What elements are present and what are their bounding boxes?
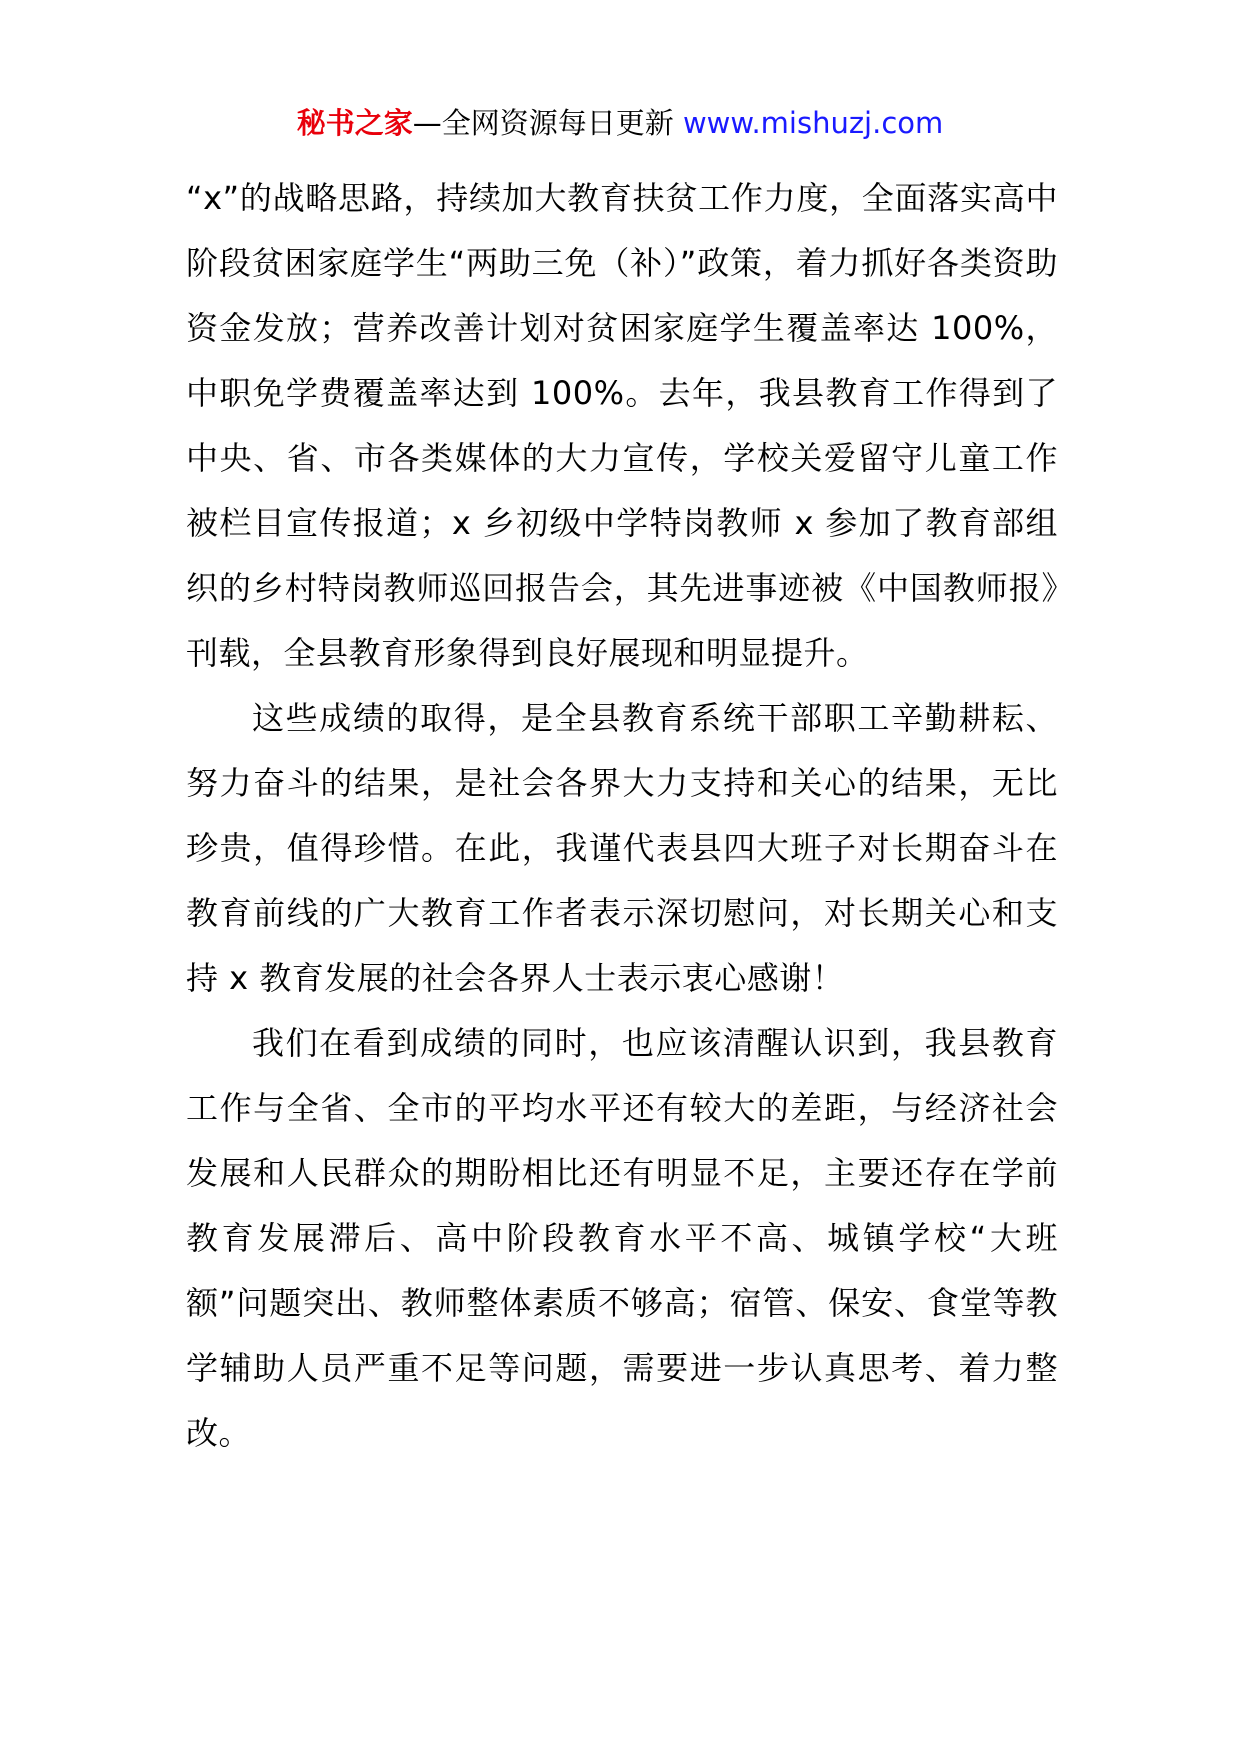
paragraph-achievements: 这些成绩的取得，是全县教育系统干部职工辛勤耕耘、努力奋斗的结果，是社会各界大力支持和关心的结果，无比珍贵，值得珍惜。在此，我谨代表县四大班子对长期奋斗在教育前线的广大教育工作者表示深切慰问，对长期关心和支持 x 教育发展的社会各界人士表示衷心感谢！ (186, 699, 1058, 997)
header-url-link[interactable]: www.mishuzj.com (682, 106, 944, 140)
header-brand: 秘书之家 (296, 106, 413, 140)
page-header (0, 100, 1240, 146)
paragraph-continuation: “x”的战略思路，持续加大教育扶贫工作力度，全面落实高中阶段贫困家庭学生“两助三免（补）”政策，着力抓好各类资助资金发放；营养改善计划对贫困家庭学生覆盖率达 100%，中职免学费覆盖率达到 100%。去年，我县教育工作得到了中央、省、市各类媒体的大力宣传，学校关爱留守儿童工作被栏目宣传报道；x 乡初级中学特岗教师 x 参加了教育部组织的乡村特岗教师巡回报告会，其先进事迹被《中国教师报》刊载，全县教育形象得到良好展现和明显提升。 (186, 179, 1058, 672)
document-body (186, 166, 1058, 1466)
paragraph-shortcomings: 我们在看到成绩的同时，也应该清醒认识到，我县教育工作与全省、全市的平均水平还有较大的差距，与经济社会发展和人民群众的期盼相比还有明显不足，主要还存在学前教育发展滞后、高中阶段教育水平不高、城镇学校“大班额”问题突出、教师整体素质不够高；宿管、保安、食堂等教学辅助人员严重不足等问题，需要进一步认真思考、着力整改。 (186, 1024, 1058, 1452)
header-slogan: —全网资源每日更新 (412, 106, 674, 140)
